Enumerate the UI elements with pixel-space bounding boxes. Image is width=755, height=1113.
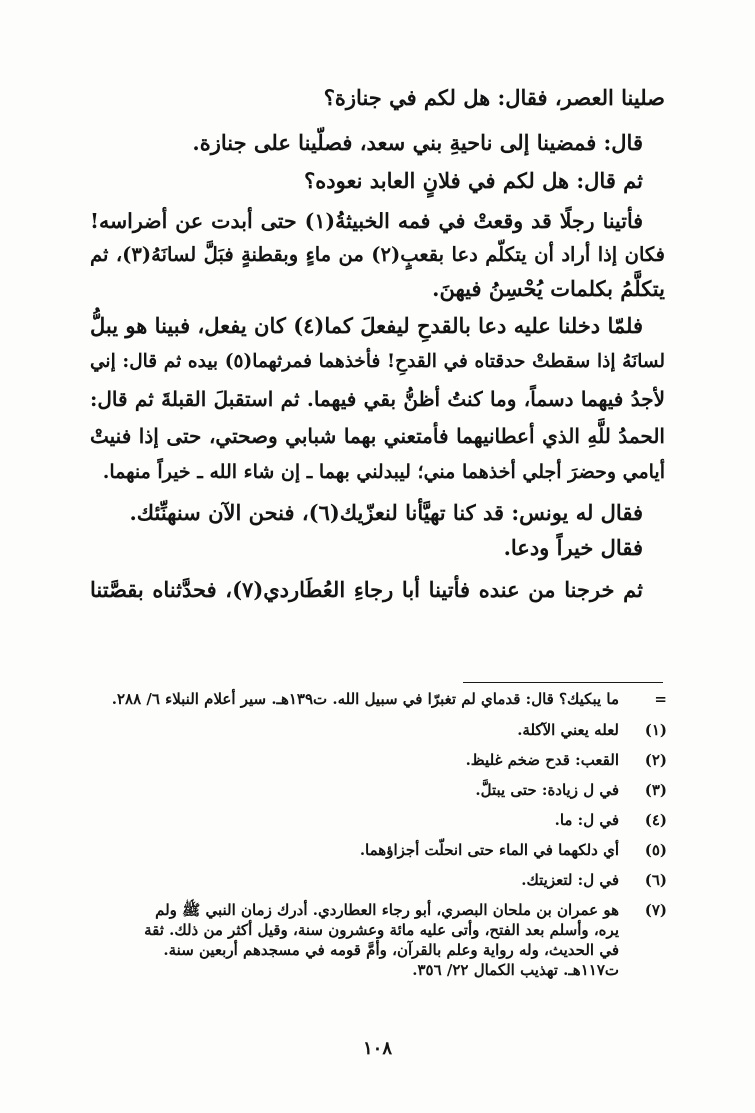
text-line: الحمدُ للَّهِ الذي أعطانيهما فأمتعني بهما شبابي وصحتي، حتى إذا فنيتْ [90,424,665,448]
footnotes [90,690,667,980]
footnote-7 [90,901,667,980]
footnote-separator [463,682,663,683]
footnote-line: في الحديث، وله رواية وعلم بالقرآن، وأمَّ قومه في مسجدهم أربعين سنة. [163,941,619,959]
footnote-line: هو عمران بن ملحان البصري، أبو رجاء العطاردي. أدرك زمان النبي ﷺ ولم [155,901,619,919]
text-line: أيامي وحضرَ أجلي أخذهما مني؛ ليبدلني بهما ـ إن شاء الله ـ خيراً منهما. [102,461,665,483]
footnote-6 [90,871,667,890]
footnote-line: أي دلكهما في الماء حتى انحلّت أجزاؤهما. [359,841,619,859]
text-line: صلينا العصر، فقال: هل لكم في جنازة؟ [323,85,665,110]
footnote-line: ما يبكيك؟ قال: قدماي لم تغبرّا في سبيل الله. ت١٣٩هـ. سير أعلام النبلاء ٦/ ٢٨٨. [111,690,619,708]
footnote-2 [90,751,667,770]
footnote-line: في ل زيادة: حتى يبتلَّ. [475,781,619,799]
footnote-4 [90,811,667,830]
text-line: فلمّا دخلنا عليه دعا بالقدحِ ليفعلَ كما(٤) كان يفعل، فبينا هو يبلُّ [90,313,644,338]
footnote-line: القعب: قدح ضخم غليظ. [465,751,619,769]
footnote-line: لعله يعني الآكلة. [517,721,619,739]
footnote-line: في ل: لتعزيتك. [521,871,619,889]
footnote-number: (٥) [644,841,667,859]
footnote-line: في ل: ما. [554,811,619,829]
footnote-number: (٦) [644,871,667,889]
footnote-5 [90,841,667,860]
footnote-3 [90,781,667,800]
text-line: قال: فمضينا إلى ناحيةِ بني سعد، فصلّينا على جنازة. [192,130,643,155]
footnote-number: (٤) [644,811,667,829]
footnote-line: ت١١٧هـ. تهذيب الكمال ٢٢/ ٣٥٦. [412,961,619,979]
text-line: فأتينا رجلًا قد وقعتْ في فمه الخبيثةُ(١) حتى أبدت عن أضراسه! [90,209,643,233]
text-line: ثم خرجنا من عنده فأتينا أبا رجاءِ العُطَاردي(٧)، فحدَّثناه بقصَّتنا [90,577,643,602]
text-line: فكان إذا أراد أن يتكلّم دعا بقعبٍ(٢) من ماءٍ وبقطنةٍ فبَلَّ لسانَهُ(٣)، ثم [90,243,666,266]
footnote-number: (٧) [644,901,667,919]
text-line: فقال له يونس: قد كنا تهيَّأنا لنعزّيك(٦)، فنحن الآن سنهنِّئك. [129,500,643,525]
text-line: يتكلَّمُ بكلمات يُحْسِنُ فيهنَ. [432,276,665,301]
footnote-continuation [90,690,667,709]
footnote-1 [90,721,667,740]
page-number: ١٠٨ [362,1038,392,1059]
text-line: ثم قال: هل لكم في فلانٍ العابد نعوده؟ [304,168,643,193]
text-line: لأجدُ فيهما دسماً، وما كنتُ أظنُّ بقي فيهما. ثم استقبلَ القبلةَ ثم قال: [90,387,665,411]
footnote-number: (١) [644,721,667,739]
footnote-marker: = [654,690,667,708]
footnote-number: (٣) [644,781,667,799]
text-line: فقال خيراً ودعا. [503,535,643,560]
footnote-number: (٢) [644,751,667,769]
text-line: لسانَهُ إذا سقطتْ حدقتاه في القدحِ! فأخذهما فمرثهما(٥) بيده ثم قال: إني [90,351,665,372]
footnote-line: يره، وأسلم بعد الفتح، وأتى عليه مائة وعشرون سنة، وقيل أكثر من ذلك. ثقة [144,921,619,939]
main-text [90,86,665,602]
